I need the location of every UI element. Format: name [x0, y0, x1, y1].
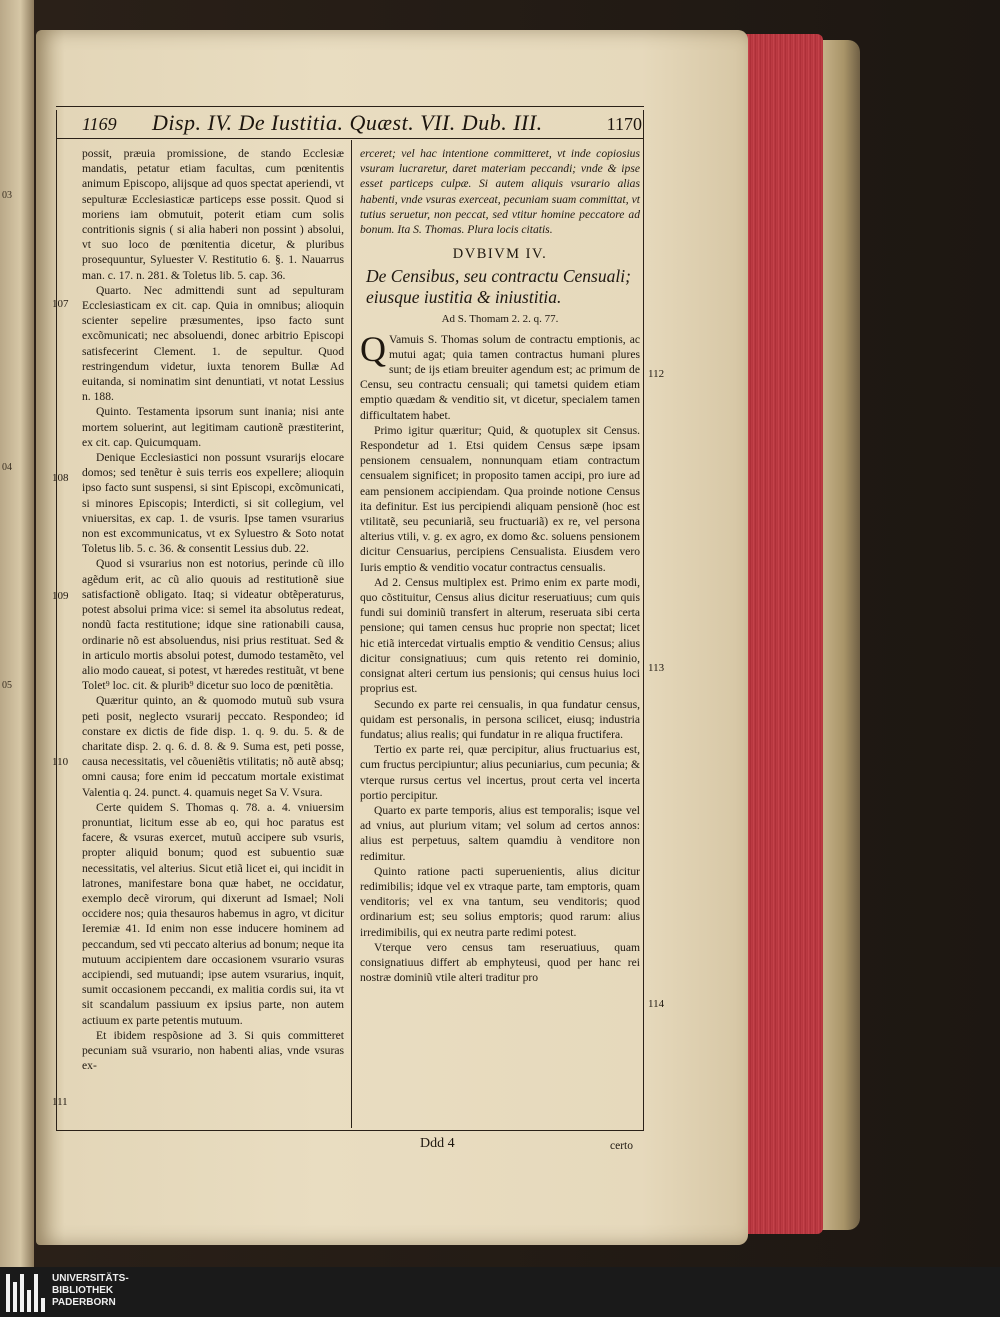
red-page-edges: [737, 34, 823, 1234]
book-back-cover: [820, 40, 860, 1230]
margin-number: 109: [52, 590, 69, 602]
margin-number: 108: [52, 472, 69, 484]
paragraph: Quarto. Nec admittendi sunt ad sepulturam Ecclesiasticam ex cit. cap. Quia in omnibus; alioquin scienter sepelire præsumentes, ipso facto sunt excõmunicati; nec absoluendi, donec arbitrio Episcopi satisfecerint Clement. 1. de sepultur. Quod restringendum videtur, iuxta tenorem Bullæ Ad euitanda, si nominatim sint denuntiati, vt notat Lessius n. 188.: [82, 283, 344, 404]
header-rule: [56, 138, 644, 139]
page-number-left: 1169: [82, 114, 117, 134]
margin-number: 111: [52, 1096, 68, 1108]
paragraph: Ad 2. Census multiplex est. Primo enim ex parte modi, quo cõstituitur, Census alius dicitur reseruatiuus; cum quis fundi sui dominiũ transfert in alterum, reseruata sibi certa pensione; qui tamen census huc proprie non spectat; licet hic etiã intercedat virtualis emptio & venditio Census; alius dicitur consignatiuus; cum quis retento rei dominio, consignat alteri certum ius pensionis; qui census huius loci proprius est.: [360, 575, 640, 696]
running-title: Disp. IV. De Iustitia. Quæst. VII. Dub. III.: [152, 110, 543, 135]
paragraph: Quæritur quinto, an & quomodo mutuũ sub vsura peti posit, neglecto vsurarij peccato. Respondeo; id constare ex dictis de fide disp. 1. q. 9. du. 5. & de charitate disp. 2. q. 6. d. 8. & 9. Suma est, peti posse, causa necessitatis, vel cõueniẽtis vtilitatis; nõ autẽ absq; omni causa; fore enim id peccatum mortale existimat Valentia q. 24. punct. 4. quamuis neget Sa V. Vsura.: [82, 694, 344, 799]
paragraph: Quarto ex parte temporis, alius est temporalis; isque vel ad vnius, aut plurium vitam; vel solum ad certos annos: alius est perpetuus, saltem quamdiu à venditore non redimitur.: [360, 803, 640, 863]
paragraph: Certe quidem S. Thomas q. 78. a. 4. vniuersim pronuntiat, licitum esse ab eo, qui hoc paratus est facere, & vsuras exercet, mutuũ accipere sub vsuris, propter aliquid bonum; quod est subuentio suæ necessitatis, vel alterius. Sicut etiã licet ei, qui incidit in latrones, manifestare bona quæ habet, ne occidatur, exemplo decẽ virorum, qui dixerunt ad Ismael; Noli occidere nos; quia thesauros habemus in agro, vt dicitur Ieremiæ 41. Id enim non esse inducere hominem ad peccandum, sed vti peccato alterius ad bonum; neque ita mutuum accipientem dare occasionem vsurario vsuras accipiendi, sed mutuandi; ipse autem vsurarius, inquit, sumit occasionem peccandi, ex malitia cordis sui, ita vt sit scandalum passiuum ex ipsius parte, non autem actiuum ex parte petentis mutuum.: [82, 800, 344, 1027]
margin-number: 112: [648, 368, 665, 380]
dubium-subtitle: De Censibus, seu contractu Censuali; eiusque iustitia & iniustitia.: [366, 266, 631, 308]
logo-line: PADERBORN: [52, 1297, 116, 1308]
frame-left-rule: [56, 110, 57, 1130]
catchword: certo: [610, 1140, 633, 1152]
paragraph: Et ibidem respõsione ad 3. Si quis committeret pecuniam suã vsurario, non habenti alias, vnde vsuras ex-: [82, 1028, 344, 1073]
paragraph: Denique Ecclesiastici non possunt vsurarijs elocare domos; sed tenẽtur è suis terris eos expellere; alioquin ipso facto sunt suspensi, si sint Episcopi, excõmunicati, si minores Episcopis; Interdicti, si sit collegium, vel vniuersitas, ex cap. 1. de vsuris. Ipse tamen vsurarius non est excommunicatus, vt ex Syluestro & Soto notat Toletus lib. 5. c. 36. & consentit Lessius dub. 22.: [82, 451, 344, 556]
bottom-rule: [56, 1130, 644, 1131]
paragraph: Primo igitur quæritur; Quid, & quotuplex sit Census. Respondetur ad 1. Etsi quidem Census sæpe ipsam pensionem censualem, nonnunquam etiam contractum censualem significet; in proposito tamen accipi, pro iure ad eam pensionem accipiendam. Qua proinde notione Census ita definitur. Est ius percipiendi aliquam pensionẽ (hoc est vtilitatẽ, seu pecuniariã, seu fructuariã) ex re, vel persona alterius vtili, v. g. ex agro, ex domo &c. soluens pensionem dicitur Censuarius, percipiens Censualista. Eiusdem vero Iuris emptio & venditio vocatur contractus censualis.: [360, 423, 640, 574]
library-logo-bar: [0, 1267, 1000, 1317]
paragraph: Secundo ex parte rei censualis, in qua fundatur census, quidam est personalis, in persona scilicet, eiusq; industria fundatus; alius realis; qui fundatur in re aliqua fructifera.: [360, 697, 640, 741]
paragraph: Tertio ex parte rei, quæ percipitur, alius fructuarius est, cum fructus percipiuntur; alius pecuniarius, cum pecunia; & vterque rursus certus vel incertus, prout certa vel incerta portio percipitur.: [360, 743, 640, 802]
left-page-fragment: 05: [2, 680, 12, 691]
margin-number: 107: [52, 298, 69, 310]
paragraph: possit, præuia promissione, de stando Ecclesiæ mandatis, petatur etiam facultas, cum pœnitentis animum Episcopo, alijsque ad quos spectat aperiendi, vt sepulturæ Ecclesiasticæ particeps esse possit. Quod si moriens iam obmutuit, poterit etiam cum solis contritionis signis ( si alia haberi non possint ) absolui, vt suo loco de pœnitentia dicetur, & pluribus prosequuntur, Syluester V. Restitutio 6. §. 1. Nauarrus man. c. 17. n. 281. & Toletus lib. 5. cap. 36.: [82, 147, 344, 282]
left-column: [82, 146, 344, 1073]
margin-number: 113: [648, 662, 665, 674]
dubium-title: DVBIVM IV.: [452, 246, 548, 263]
paragraph-text: Vamuis S. Thomas solum de contractu emptionis, ac mutui agat; quia tamen contractus humani plures sunt; de ijs etiam breuiter agendum est; ac primum de Censu, seu contractu censuali; qui tametsi quidem etiam emptio quædam & venditio sit, vt dicetur, specialem tamen difficultatem habet.: [360, 332, 640, 422]
frame-right-rule: [643, 110, 644, 1130]
signature-mark: Ddd 4: [420, 1136, 455, 1151]
drop-cap: Q: [360, 328, 386, 369]
left-page-fragment: 03: [2, 190, 12, 201]
left-page-edge: [0, 0, 34, 1267]
library-logo-text: [52, 1273, 129, 1309]
logo-line: BIBLIOTHEK: [52, 1285, 114, 1296]
top-rule: [56, 106, 644, 107]
paragraph: [360, 328, 640, 423]
running-header: [82, 110, 642, 138]
paragraph: erceret; vel hac intentione committeret, vt inde copiosius vsuram lucraretur, daret materiam peccandi; vnde & ipse esset particeps culpæ. Si autem aliquis vsurario alias habenti, vnde vsuras exerceat, pecuniam suam committat, vt tutius seruetur, non peccat, sed vtitur homine peccatore ad bonum. Ita S. Thomas. Plura locis citatis.: [360, 147, 640, 237]
paragraph: Quinto. Testamenta ipsorum sunt inania; nisi ante mortem soluerint, aut legitimam cautionẽ præstiterint, ex cit. cap. Quicumquam.: [82, 405, 344, 449]
paragraph: Vterque vero census tam reseruatiuus, quam consignatiuus differt ab emphyteusi, quod per hanc rei nostræ dominiũ vtile alteri traditur pro: [360, 940, 640, 985]
column-divider: [351, 140, 352, 1128]
logo-line: UNIVERSITÄTS-: [52, 1273, 129, 1284]
page-number-right: 1170: [606, 114, 642, 134]
library-logo-icon: [6, 1272, 48, 1312]
right-column: [360, 146, 640, 985]
paragraph: Quod si vsurarius non est notorius, perinde cũ illo agẽdum erit, ac cũ alio quouis ad restitutionẽ siue satisfactionẽ obligato. Itaq; si videatur obtẽperaturus, potest absolui prima vice: si semel ita absolutus redeat, nondũ facta restitutione; idque sine rationabili causa, ordinarie nõ est absoluendus, nisi prius restituat. Sed & in articulo mortis absolui potest, dumodo testamẽto, vel alio modo caueat, si potest, vt hæredes restituãt, vt bene Tolet⁹ loc. cit. & plurib⁹ dicetur suo loco de pœnitẽtia.: [82, 557, 344, 693]
left-page-fragment: 04: [2, 462, 12, 473]
dubium-reference: Ad S. Thomam 2. 2. q. 77.: [441, 313, 559, 326]
paragraph: Quinto ratione pacti superuenientis, alius dicitur redimibilis; idque vel ex vtraque parte, tam emptoris, quam venditoris; vel ex vna tantum, seu venditoris; quod ordinarium est; seu solius emptoris; quod rarum: alius irredimibilis, qui ex neutra parte redimi potest.: [360, 864, 640, 939]
margin-number: 110: [52, 756, 69, 768]
margin-number: 114: [648, 998, 665, 1010]
